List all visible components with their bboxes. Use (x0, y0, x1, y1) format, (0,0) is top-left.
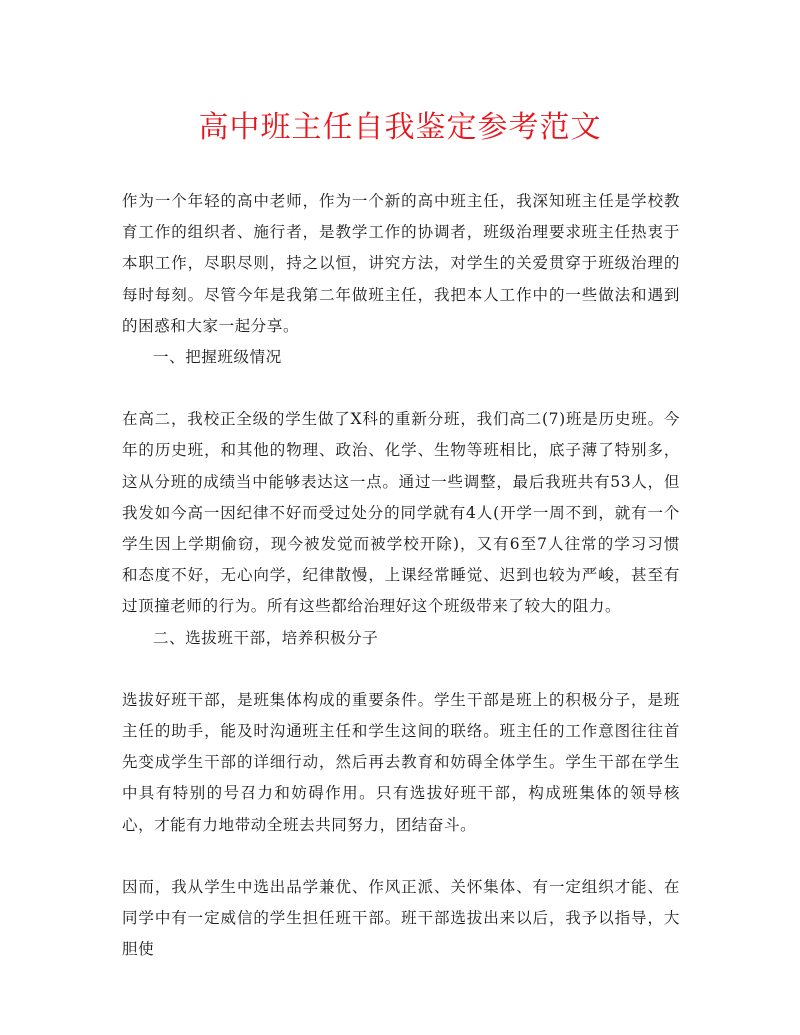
paragraph-gap (122, 654, 680, 685)
section-2-paragraph-2: 因而，我从学生中选出品学兼优、作风正派、关怀集体、有一定组织才能、在同学中有一定威信的学生担任班干部。班干部选拔出来以后，我予以指导，大胆使 (122, 877, 680, 959)
section-heading-2: 二、选拔班干部，培养积极分子 (153, 628, 379, 647)
section-heading-1: 一、把握班级情况 (153, 348, 282, 367)
paragraph-gap (122, 841, 680, 872)
paragraph-gap (122, 373, 680, 404)
document-body (122, 186, 680, 965)
section-1-paragraph: 在高二，我校正全级的学生做了X科的重新分班，我们高二(7)班是历史班。今年的历史班，和其他的物理、政治、化学、生物等班相比，底子薄了特别多，这从分班的成绩当中能够表达这一点。通过一些调整，最后我班共有53人，但我发如今高一因纪律不好而受过处分的同学就有4人(开学一周不到，就有一个学生因上学期偷窃，现今被发觉而被学校开除)，又有6至7人往常的学习习惯和态度不好，无心向学，纪律散慢，上课经常睡觉、迟到也较为严峻，甚至有过顶撞老师的行为。所有这些都给治理好这个班级带来了较大的阻力。 (122, 410, 680, 616)
section-2-paragraph-1: 选拔好班干部，是班集体构成的重要条件。学生干部是班上的积极分子，是班主任的助手，能及时沟通班主任和学生这间的联络。班主任的工作意图往往首先变成学生干部的详细行动，然后再去教育和妨碍全体学生。学生干部在学生中具有特别的号召力和妨碍作用。只有选拔好班干部，构成班集体的领导核心，才能有力地带动全班去共同努力，团结奋斗。 (122, 690, 680, 834)
intro-paragraph: 作为一个年轻的高中老师，作为一个新的高中班主任，我深知班主任是学校教育工作的组织者、施行者，是教学工作的协调者，班级治理要求班主任热衷于本职工作，尽职尽则，持之以恒，讲究方法，对学生的关爱贯穿于班级治理的每时每刻。尽管今年是我第二年做班主任，我把本人工作中的一些做法和遇到的困惑和大家一起分享。 (122, 192, 680, 335)
document-title: 高中班主任自我鉴定参考范文 (198, 110, 602, 145)
